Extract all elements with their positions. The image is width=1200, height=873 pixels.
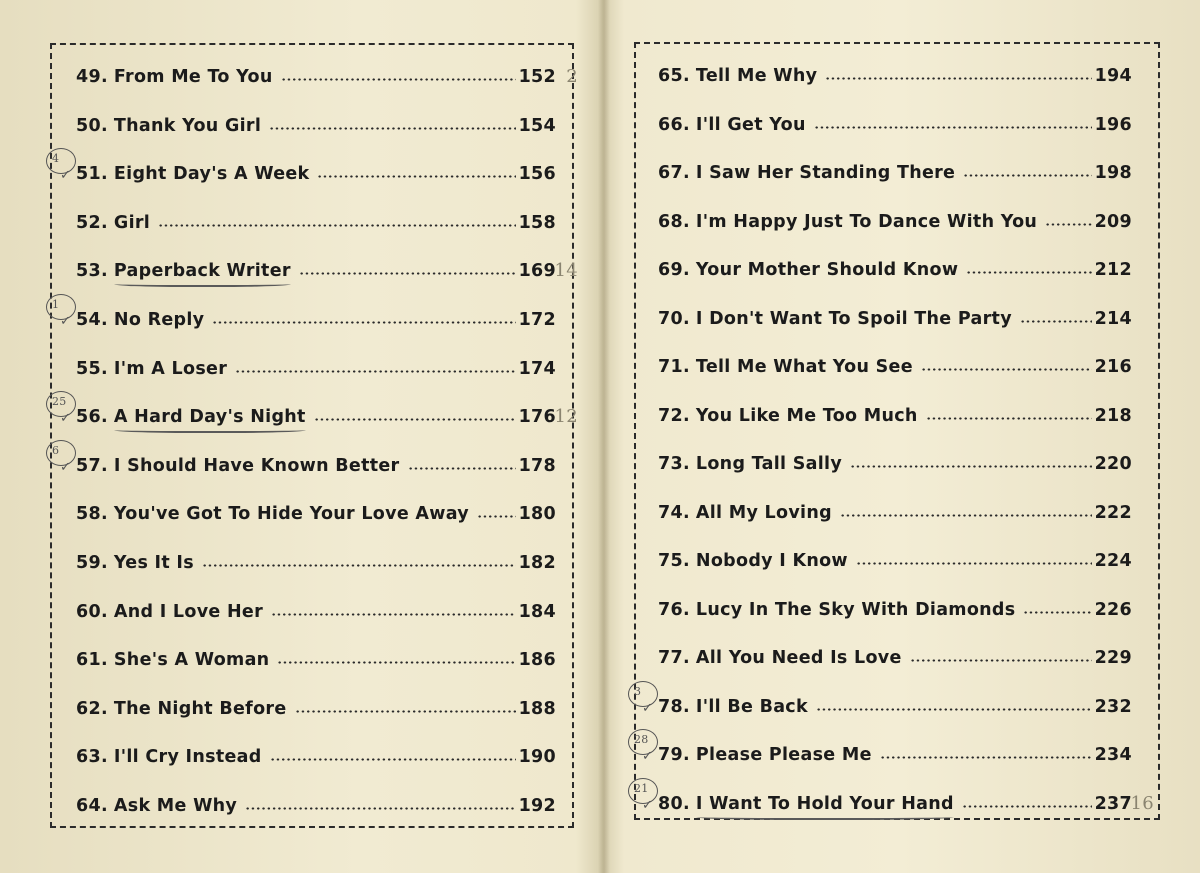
handwritten-circled-number: 28 [634, 733, 649, 746]
entry-number: 60. [76, 601, 108, 622]
entry-number: 61. [76, 650, 108, 671]
song-title: All You Need Is Love [695, 648, 902, 668]
entry-number: 49. [76, 67, 108, 87]
dot-leader [270, 758, 516, 761]
dot-leader [910, 659, 1092, 662]
dot-leader [477, 515, 516, 518]
page-number: 169 [518, 261, 556, 282]
song-title: A Hard Day's Night [113, 407, 306, 428]
page-number: 229 [1094, 648, 1132, 668]
page-number: 156 [518, 164, 556, 185]
toc-entry [658, 444, 1132, 474]
toc-entry [658, 105, 1132, 135]
pencil-check-icon: ✓ [60, 314, 72, 329]
pencil-check-icon: ✓ [642, 797, 654, 813]
entry-number: 68. [658, 211, 690, 232]
song-title: All My Loving [695, 502, 832, 523]
song-title: I Should Have Known Better [113, 455, 400, 476]
entry-number: 80. [658, 793, 690, 814]
song-title: Lucy In The Sky With Diamonds [695, 599, 1016, 620]
handwritten-circled-number: 3 [634, 684, 642, 698]
toc-entry [52, 395, 578, 428]
entry-number: 53. [76, 261, 108, 282]
dot-leader [963, 174, 1091, 177]
toc-entry [76, 106, 556, 136]
toc-entry [658, 347, 1132, 377]
dot-leader [269, 127, 515, 130]
toc-entry [76, 786, 556, 816]
page-number: 194 [1094, 66, 1132, 86]
page-number: 172 [518, 310, 556, 330]
dot-leader [281, 78, 516, 81]
song-title: Girl [113, 212, 151, 233]
song-title: You Like Me Too Much [695, 405, 918, 426]
dot-leader [816, 708, 1092, 711]
song-title: I Don't Want To Spoil The Party [695, 308, 1012, 329]
margin-note: 14 [554, 260, 578, 282]
handwritten-circled-number: 25 [52, 395, 67, 409]
toc-entry [658, 396, 1132, 426]
margin-note: 12 [554, 406, 578, 428]
song-title: She's A Woman [113, 650, 270, 671]
dot-leader [408, 467, 516, 470]
entry-number: 65. [658, 66, 690, 86]
song-title: From Me To You [113, 67, 273, 87]
page-number: 184 [518, 601, 556, 622]
page-number: 226 [1094, 599, 1132, 620]
page-number: 220 [1094, 454, 1132, 474]
toc-entry [634, 684, 1132, 717]
dot-leader [856, 562, 1092, 565]
toc-entry [658, 250, 1132, 280]
dot-leader [1023, 611, 1091, 614]
toc-entry [76, 592, 556, 622]
toc-entry [76, 251, 578, 282]
page-number: 190 [518, 747, 556, 768]
page-number: 224 [1094, 551, 1132, 571]
toc-entry [52, 152, 556, 185]
handwritten-circled-number: 4 [52, 152, 60, 166]
entry-number: 76. [658, 599, 690, 620]
page-number: 192 [518, 796, 556, 816]
page-number: 178 [518, 455, 556, 476]
toc-entry [76, 640, 556, 670]
dot-leader [921, 368, 1092, 371]
toc-entry [658, 153, 1132, 183]
song-title: I'll Get You [695, 114, 806, 135]
song-title: Eight Day's A Week [113, 164, 310, 185]
page-number: 212 [1094, 260, 1132, 280]
song-title: I Saw Her Standing There [695, 163, 956, 183]
toc-entry [76, 543, 556, 573]
toc-entry [634, 781, 1154, 814]
dot-leader [317, 175, 515, 178]
toc-entry [76, 349, 556, 379]
song-title: Paperback Writer [113, 261, 291, 282]
pencil-check-icon: ✓ [642, 749, 654, 764]
dot-leader [299, 272, 516, 275]
page-number: 182 [518, 553, 556, 573]
song-title: Long Tall Sally [695, 454, 843, 474]
entry-number: 51. [76, 164, 108, 185]
dot-leader [926, 417, 1092, 420]
dot-leader [212, 321, 515, 324]
page-number: 237 [1094, 793, 1132, 814]
song-title: I'll Be Back [695, 696, 808, 717]
handwritten-circled-number: 6 [52, 443, 60, 457]
entry-number: 67. [658, 163, 690, 183]
dot-leader [966, 271, 1091, 274]
toc-entry [658, 493, 1132, 523]
toc-entry [76, 737, 556, 767]
entry-number: 62. [76, 698, 108, 719]
entry-number: 50. [76, 115, 108, 136]
song-title: I'm Happy Just To Dance With You [695, 211, 1038, 232]
toc-entry [52, 443, 556, 476]
handwritten-circled-number: 21 [634, 781, 649, 795]
page-number: 196 [1094, 114, 1132, 135]
entry-number: 64. [76, 796, 108, 816]
dot-leader [271, 613, 516, 616]
toc-entry [634, 733, 1132, 765]
page-number: 174 [518, 358, 556, 379]
entry-number: 75. [658, 551, 690, 571]
page-number: 188 [518, 698, 556, 719]
page-number: 154 [518, 115, 556, 136]
song-title: Your Mother Should Know [695, 260, 959, 280]
page-number: 176 [518, 407, 556, 428]
page-number: 234 [1094, 745, 1132, 765]
song-title: The Night Before [113, 698, 287, 719]
dot-leader [1045, 223, 1091, 226]
toc-entry [658, 638, 1132, 668]
toc-entry [658, 56, 1132, 86]
toc-entry [658, 590, 1132, 620]
toc-entry [52, 298, 556, 330]
pencil-check-icon: ✓ [60, 411, 72, 427]
song-title: Thank You Girl [113, 115, 262, 136]
margin-note: 16 [1130, 792, 1154, 814]
entry-number: 56. [76, 407, 108, 428]
page-number: 158 [518, 212, 556, 233]
pencil-check-icon: ✓ [60, 168, 72, 184]
entry-number: 52. [76, 212, 108, 233]
entry-number: 54. [76, 310, 108, 330]
page-number: 180 [518, 504, 556, 525]
toc-entry [76, 57, 578, 87]
song-title: Please Please Me [695, 745, 872, 765]
dot-leader [1020, 320, 1092, 323]
page-number: 218 [1094, 405, 1132, 426]
left-page-toc [50, 43, 578, 828]
entry-number: 55. [76, 358, 108, 379]
page-number: 198 [1094, 163, 1132, 183]
song-title: Ask Me Why [113, 796, 238, 816]
page-number: 216 [1094, 357, 1132, 377]
margin-note: 2 [566, 66, 578, 87]
pencil-check-icon: ✓ [642, 700, 654, 716]
song-title: Nobody I Know [695, 551, 848, 571]
entry-number: 63. [76, 747, 108, 768]
entry-number: 77. [658, 648, 690, 668]
song-title: You've Got To Hide Your Love Away [113, 504, 469, 525]
page-number: 222 [1094, 502, 1132, 523]
song-title: Tell Me What You See [695, 357, 913, 377]
entry-number: 71. [658, 357, 690, 377]
dot-leader [295, 710, 516, 713]
entry-number: 72. [658, 405, 690, 426]
song-title: Tell Me Why [695, 66, 818, 86]
dot-leader [880, 756, 1092, 759]
right-page-toc [634, 42, 1160, 820]
page-number: 232 [1094, 696, 1132, 717]
book-gutter [598, 0, 610, 873]
song-title: No Reply [113, 310, 205, 330]
entry-number: 58. [76, 504, 108, 525]
toc-entry [658, 202, 1132, 232]
dot-leader [840, 514, 1092, 517]
toc-entry [76, 689, 556, 719]
entry-number: 59. [76, 553, 108, 573]
pencil-check-icon: ✓ [60, 459, 72, 475]
entry-number: 69. [658, 260, 690, 280]
dot-leader [202, 564, 516, 567]
dot-leader [277, 661, 515, 664]
dot-leader [850, 465, 1092, 468]
entry-number: 78. [658, 696, 690, 717]
dot-leader [235, 370, 515, 373]
song-title: Yes It Is [113, 553, 194, 573]
toc-entry [658, 299, 1132, 329]
page-number: 209 [1094, 211, 1132, 232]
dot-leader [962, 805, 1092, 808]
dot-leader [245, 807, 515, 810]
entry-number: 57. [76, 455, 108, 476]
dot-leader [158, 224, 515, 227]
song-title: I'll Cry Instead [113, 747, 262, 768]
entry-number: 74. [658, 502, 690, 523]
song-title: And I Love Her [113, 601, 264, 622]
handwritten-circled-number: 1 [52, 298, 60, 311]
toc-entry [76, 494, 556, 524]
page-number: 214 [1094, 308, 1132, 329]
entry-number: 73. [658, 454, 690, 474]
page-number: 152 [518, 67, 556, 87]
song-title: I Want To Hold Your Hand [695, 793, 954, 814]
toc-entry [76, 203, 556, 233]
dot-leader [825, 77, 1091, 80]
song-title: I'm A Loser [113, 358, 228, 379]
entry-number: 66. [658, 114, 690, 135]
entry-number: 70. [658, 308, 690, 329]
dot-leader [314, 418, 516, 421]
dot-leader [814, 126, 1092, 129]
entry-number: 79. [658, 745, 690, 765]
page-number: 186 [518, 650, 556, 671]
toc-entry [658, 541, 1132, 571]
